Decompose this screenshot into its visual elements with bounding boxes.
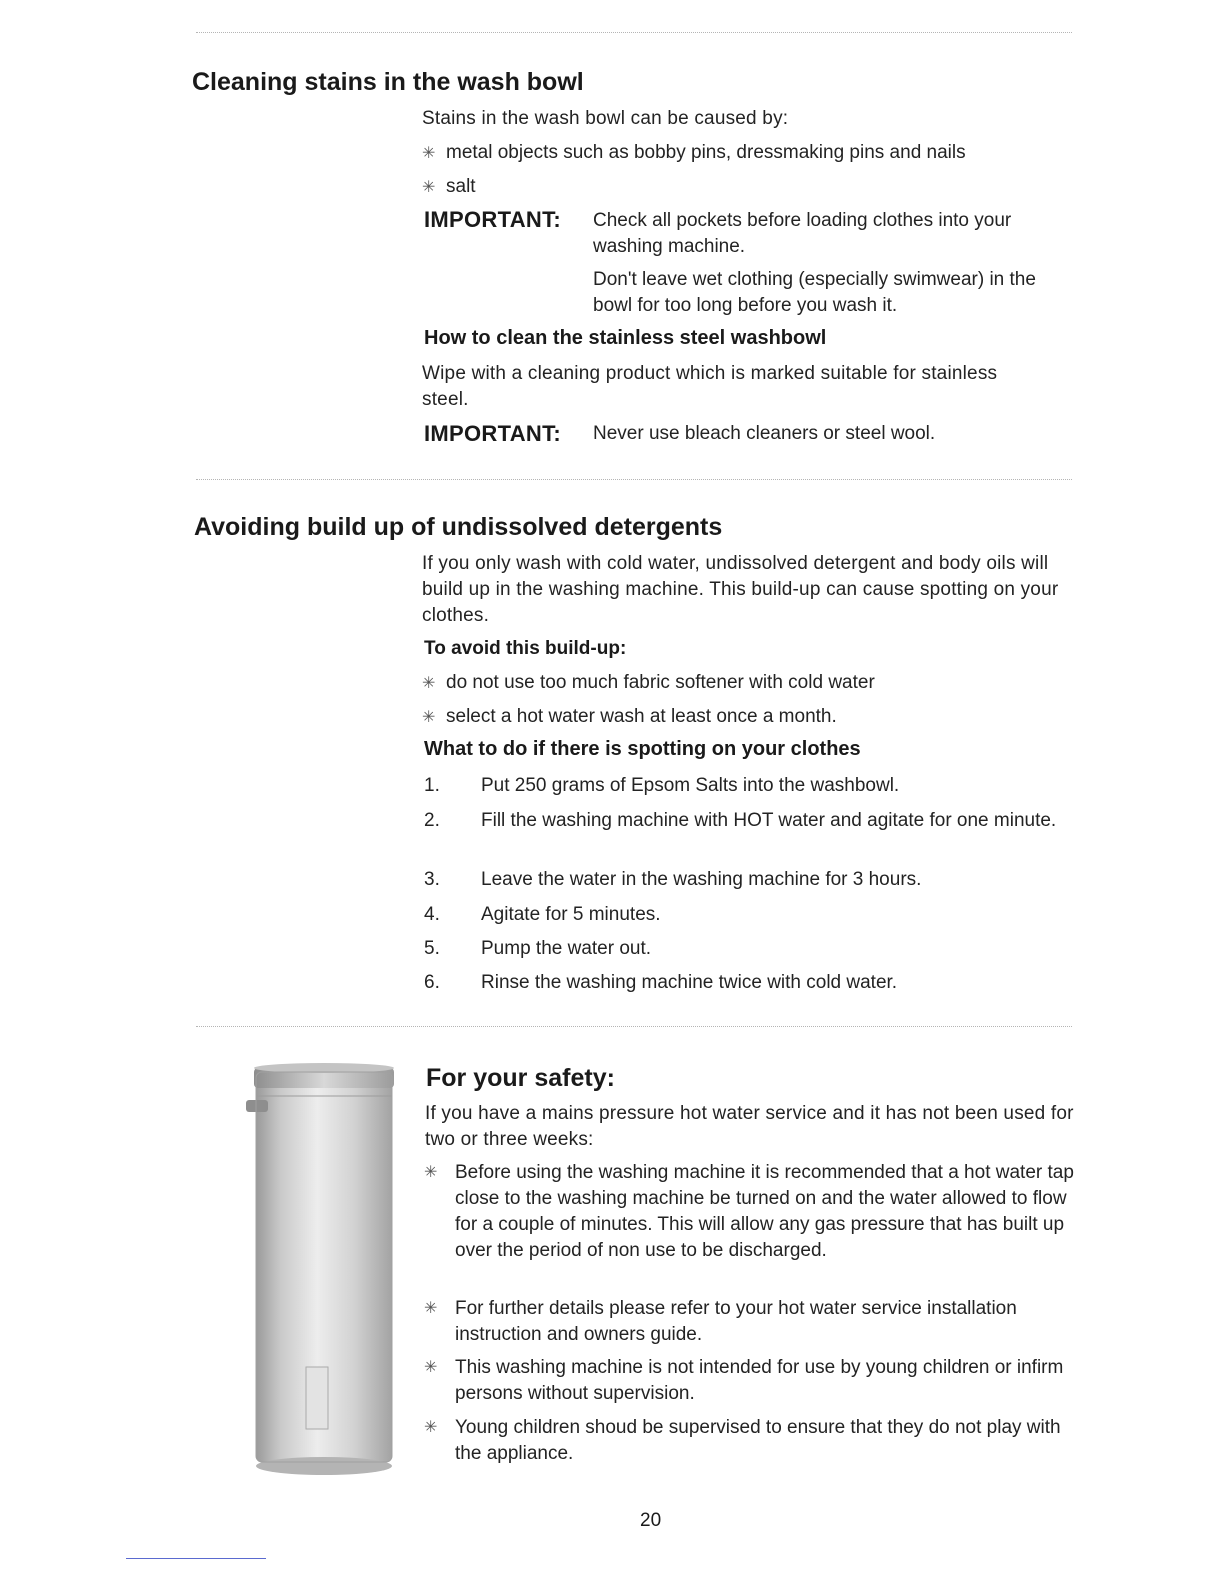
important-note: Check all pockets before loading clothes into your washing machine. bbox=[593, 210, 1012, 257]
important-note: Never use bleach cleaners or steel wool. bbox=[593, 423, 936, 444]
step-text: Fill the washing machine with HOT water and agitate for one minute. bbox=[481, 810, 1057, 831]
safety-intro: If you have a mains pressure hot water service and it has not been used for two or three weeks: bbox=[425, 1103, 1074, 1150]
list-item: ✳ Before using the washing machine it is recommended that a hot water tap close to the washing machine be turned on and the water allowed to flow for a couple of minutes. This will allow any gas pressure that has built up over the period of non use to be discharged. bbox=[424, 1162, 1074, 1261]
subheading-clean-stainless: How to clean the stainless steel washbowl bbox=[424, 327, 827, 349]
list-item: ✳ metal objects such as bobby pins, dressmaking pins and nails bbox=[422, 140, 966, 167]
asterisk-bullet-icon: ✳ bbox=[424, 1359, 438, 1376]
step-number: 1. bbox=[424, 775, 440, 796]
step-text: Agitate for 5 minutes. bbox=[481, 904, 661, 925]
asterisk-bullet-icon: ✳ bbox=[422, 145, 436, 162]
step-number: 5. bbox=[424, 938, 440, 959]
important-label: IMPORTANT: bbox=[424, 207, 562, 232]
asterisk-bullet-icon: ✳ bbox=[422, 709, 436, 726]
footer-line bbox=[126, 1558, 266, 1559]
divider bbox=[196, 479, 1072, 480]
list-item: ✳ salt bbox=[422, 174, 476, 201]
step-text: Rinse the washing machine twice with cold water. bbox=[481, 972, 898, 993]
list-item: ✳ select a hot water wash at least once a month. bbox=[422, 704, 837, 731]
list-item: ✳ Young children shoud be supervised to ensure that they do not play with the appliance. bbox=[424, 1417, 1061, 1464]
step-text: Put 250 grams of Epsom Salts into the washbowl. bbox=[481, 775, 900, 796]
step-number: 6. bbox=[424, 972, 440, 993]
asterisk-bullet-icon: ✳ bbox=[424, 1300, 438, 1317]
list-item: ✳ For further details please refer to your hot water service installation instruction and owners guide. bbox=[424, 1298, 1017, 1345]
important-note: Don't leave wet clothing (especially swimwear) in the bowl for too long before you wash it. bbox=[593, 269, 1036, 316]
step-number: 4. bbox=[424, 904, 440, 925]
list-item: ✳ do not use too much fabric softener with cold water bbox=[422, 670, 875, 697]
section-heading-cleaning-stains: Cleaning stains in the wash bowl bbox=[192, 68, 584, 96]
asterisk-bullet-icon: ✳ bbox=[422, 675, 436, 692]
buildup-intro: If you only wash with cold water, undissolved detergent and body oils will build up in the washing machine. This build-up can cause spotting on your clothes. bbox=[422, 553, 1059, 626]
page-number: 20 bbox=[640, 1510, 662, 1531]
asterisk-bullet-icon: ✳ bbox=[422, 179, 436, 196]
hot-water-cylinder-image bbox=[242, 1062, 402, 1482]
step-number: 2. bbox=[424, 810, 440, 831]
step-text: Pump the water out. bbox=[481, 938, 652, 959]
important-label: IMPORTANT: bbox=[424, 421, 562, 446]
section-heading-avoiding-buildup: Avoiding build up of undissolved detergents bbox=[194, 513, 723, 541]
list-item: ✳ This washing machine is not intended for use by young children or infirm persons without supervision. bbox=[424, 1357, 1064, 1404]
clean-instruction: Wipe with a cleaning product which is marked suitable for stainless steel. bbox=[422, 363, 998, 410]
subheading-spotting: What to do if there is spotting on your clothes bbox=[424, 738, 861, 760]
subheading-avoid-buildup: To avoid this build-up: bbox=[424, 638, 627, 659]
stains-intro: Stains in the wash bowl can be caused by: bbox=[422, 108, 789, 129]
step-text: Leave the water in the washing machine for 3 hours. bbox=[481, 869, 922, 890]
asterisk-bullet-icon: ✳ bbox=[424, 1419, 438, 1436]
step-number: 3. bbox=[424, 869, 440, 890]
divider-top bbox=[196, 32, 1072, 33]
section-heading-safety: For your safety: bbox=[426, 1064, 615, 1092]
asterisk-bullet-icon: ✳ bbox=[424, 1164, 438, 1181]
divider bbox=[196, 1026, 1072, 1027]
